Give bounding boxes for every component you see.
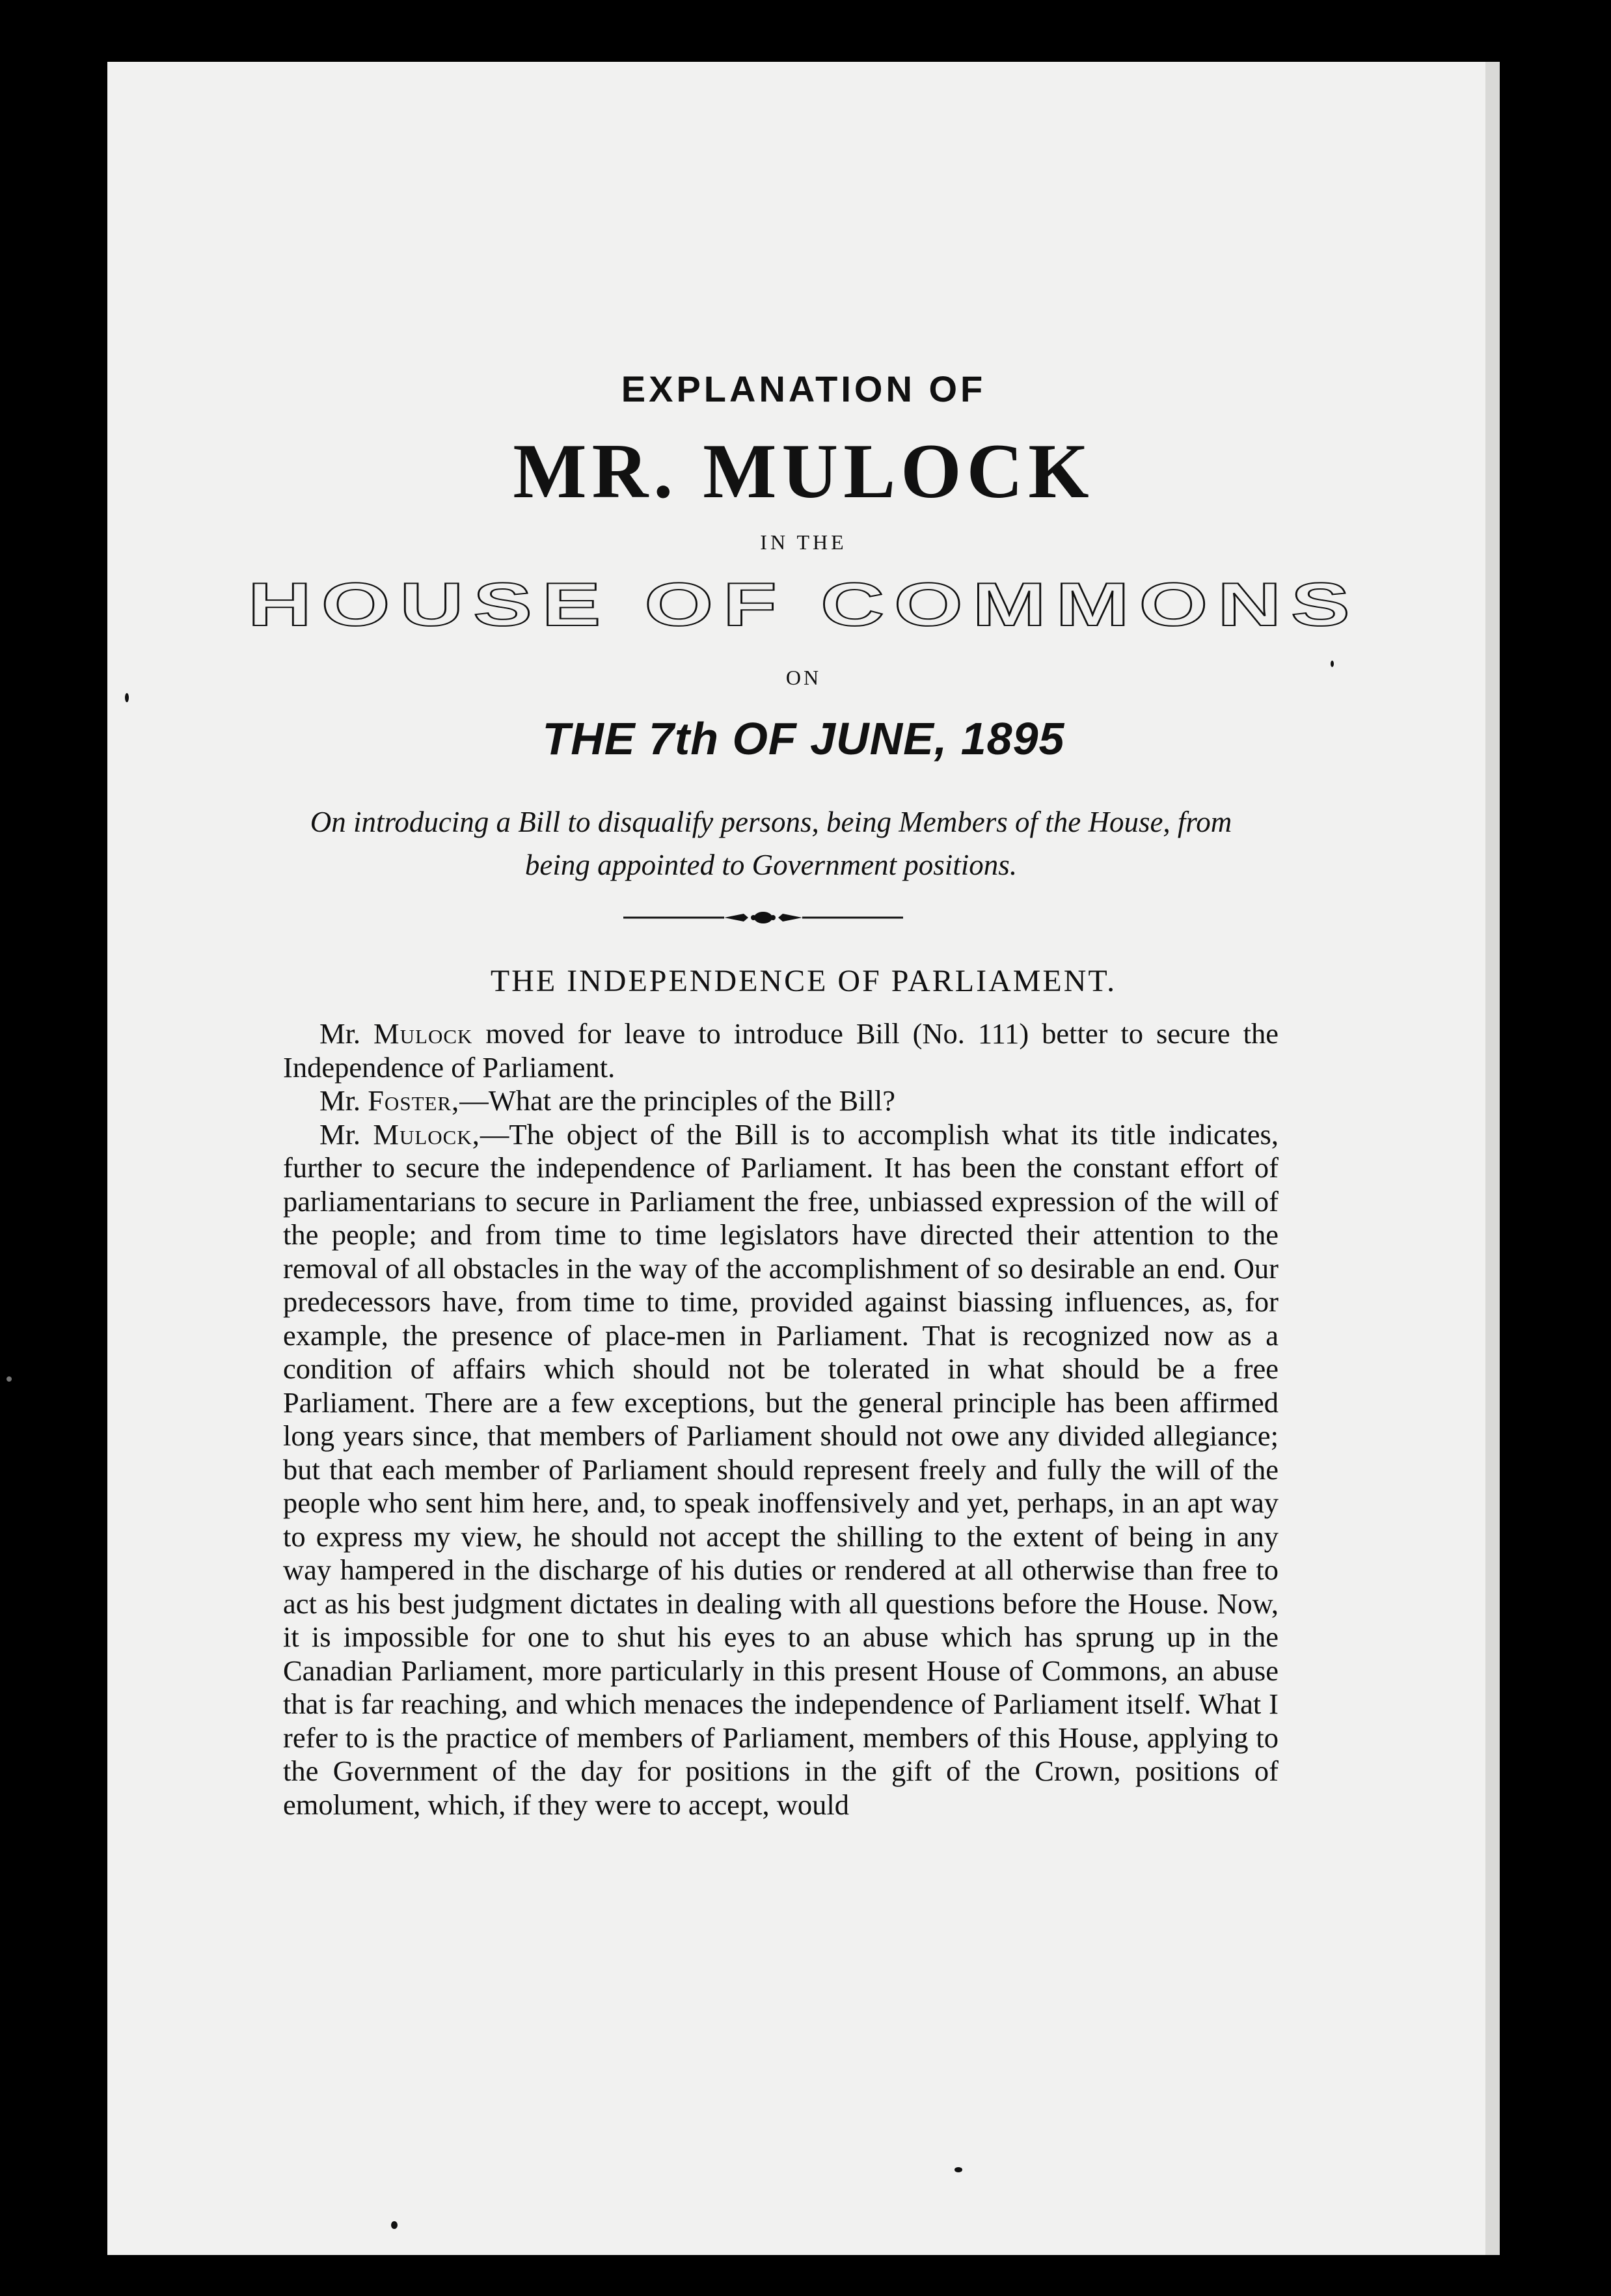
- paragraph: [283, 1084, 1279, 1118]
- speaker-prefix: Mr.: [319, 1084, 368, 1117]
- speaker-prefix: Mr.: [319, 1017, 374, 1050]
- paragraph: [283, 1017, 1279, 1084]
- paragraph-text: —What are the principles of the Bill?: [459, 1084, 895, 1117]
- ornamental-rule-icon: [623, 908, 903, 927]
- paragraph-text: —The object of the Bill is to accomplish what its title indicates, further to secure the independence of Parliament. It has been the constant effort of parliamentarians to secure in Parliament the free, unbiassed expression of the will of the people; and from time to time legislators have directed their attention to the removal of all obstacles in the way of the accomplishment of so desirable an end. Our predecessors have, from time to time, provided against biassing influences, as, for example, the presence of place-men in Parliament. That is recognized now as a condition of affairs which should not be tolerated in what should be a free Parliament. There are a few exceptions, but the general principle has been affirmed long years since, that members of Parliament should not owe any divided allegiance; but that each member of Parliament should represent freely and fully the will of the people who sent him here, and, to speak inoffensively and yet, perhaps, in an apt way to express my view, he should not accept the shilling to the extent of being in any way hampered in the discharge of his duties or rendered at all otherwise than free to act as his best judgment dictates in dealing with all questions before the House. Now, it is impossible for one to shut his eyes to an abuse which has sprung up in the Canadian Parliament, more particularly in this present House of Commons, an abuse that is far reaching, and which menaces the independence of Parliament itself. What I refer to is the practice of members of Parliament, members of this House, applying to the Government of the day for positions in the gift of the Crown, positions of emolument, which, if they were to accept, would: [283, 1117, 1279, 1821]
- speech-body: [283, 1017, 1279, 1822]
- section-heading: THE INDEPENDENCE OF PARLIAMENT.: [490, 964, 1117, 998]
- explanation-heading: EXPLANATION OF: [621, 368, 986, 409]
- house-of-commons-title: HOUSE OF COMMONS: [247, 570, 1360, 638]
- speaker-name: Mulock: [373, 1017, 473, 1050]
- speaker-name: Mulock,: [373, 1117, 480, 1151]
- print-speck: [391, 2221, 398, 2229]
- print-speck: [954, 2167, 962, 2172]
- margin-speck: [7, 1376, 12, 1382]
- speaker-name: Foster,: [368, 1084, 460, 1117]
- speaker-prefix: Mr.: [319, 1117, 373, 1151]
- subtitle: On introducing a Bill to disqualify persons, being Members of the House, from being appointed to Government positions.: [310, 806, 1232, 881]
- margin-speck: [125, 693, 129, 702]
- document-page: [107, 62, 1500, 2255]
- paragraph: [283, 1118, 1279, 1822]
- on-label: ON: [785, 666, 822, 689]
- paragraph-text: moved for leave to introduce Bill (No. 111) better to secure the Independence of Parliament.: [283, 1017, 1279, 1084]
- date-heading: THE 7th OF JUNE, 1895: [542, 713, 1065, 764]
- in-the-label: IN THE: [760, 530, 847, 554]
- print-speck: [1331, 661, 1334, 667]
- speaker-name-title: MR. MULOCK: [513, 428, 1094, 514]
